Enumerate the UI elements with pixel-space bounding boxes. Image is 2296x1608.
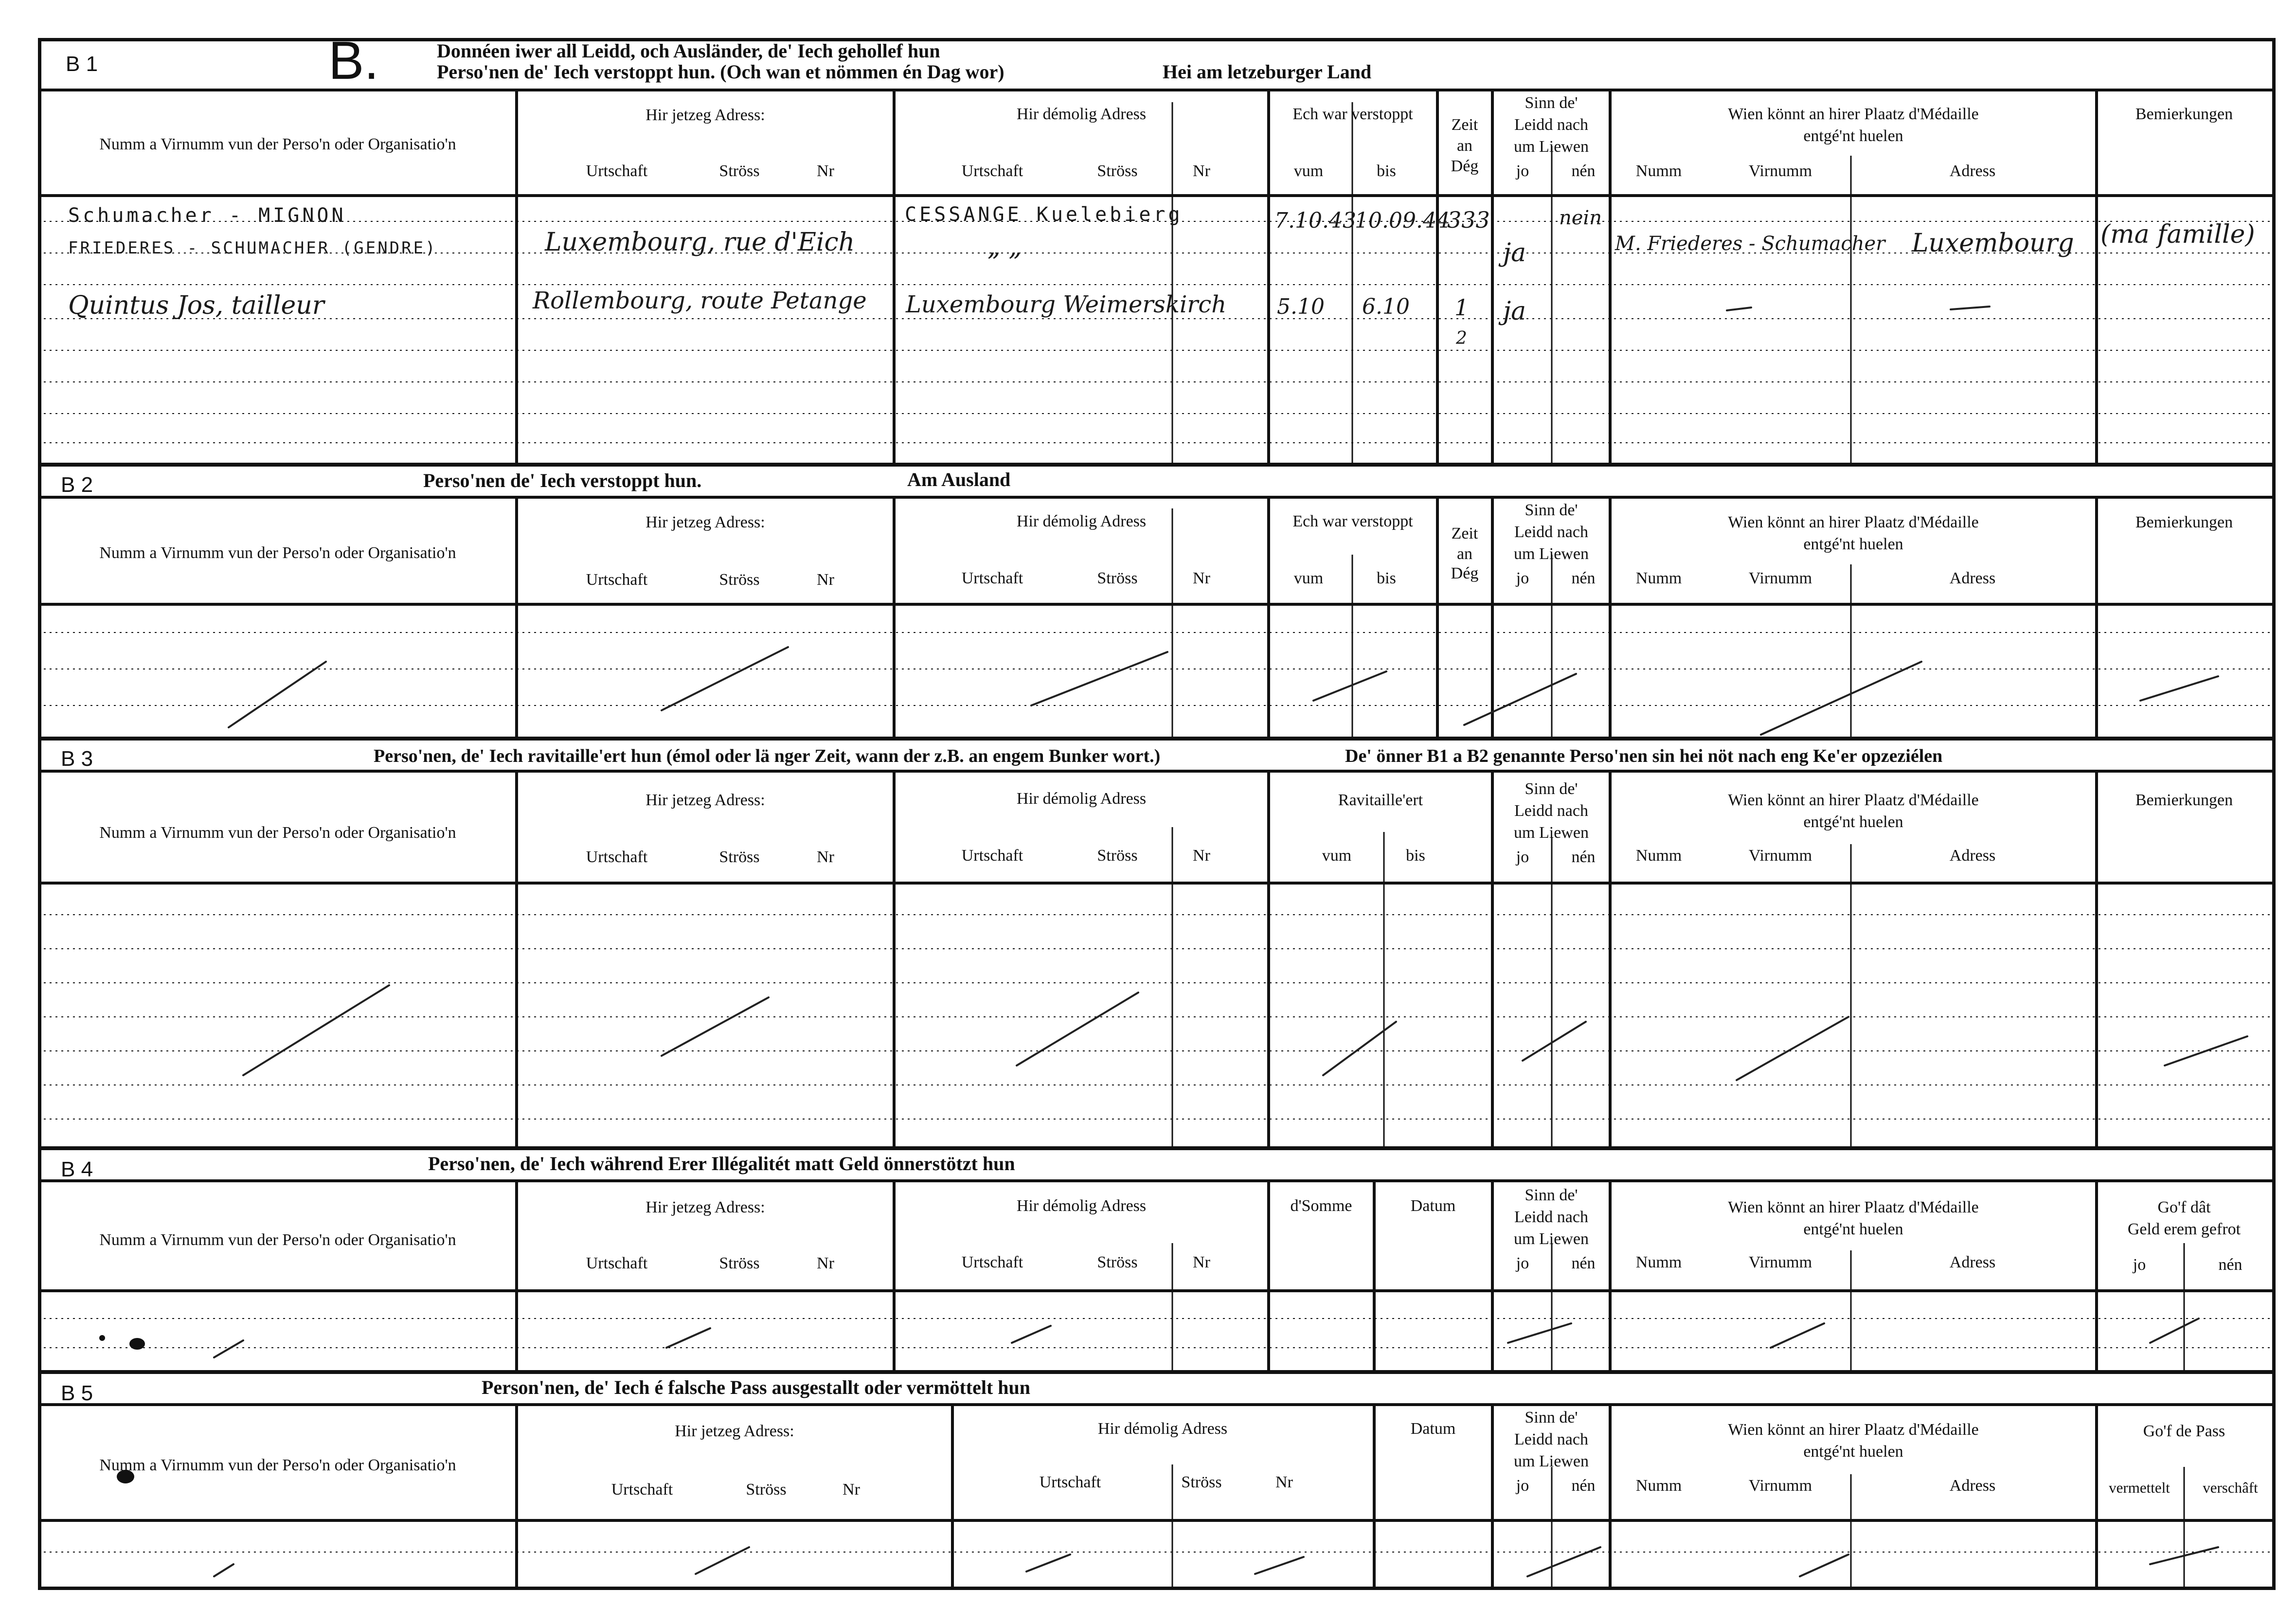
header-stross: Ströss [746,1481,787,1499]
header-bemierkungen: Bemierkungen [2135,513,2233,531]
header-jo: jo [1516,1477,1529,1495]
header-suffered-3: um Liewen [1514,1452,1589,1470]
header-nen: nén [1571,1477,1596,1495]
header-name-col: Numm a Virnumm vun der Perso'n oder Organisatio'n [99,824,456,842]
header-adress: Adress [1949,569,1996,587]
header-medal-2: entgé'nt huelen [1803,1220,1903,1238]
header-urtschaft: Urtschaft [961,569,1023,587]
header-suffered-1: Sinn de' [1525,780,1578,798]
header-former-address: Hir démolig Adress [1016,512,1147,530]
header-nr: Nr [817,1254,834,1272]
section-letter: B. [328,31,379,90]
header-nen: nén [2218,1256,2242,1274]
header-vermettelt: vermettelt [2109,1479,2170,1496]
header-hidden: Ech war verstoppt [1292,105,1413,123]
header-an: an [1456,545,1473,563]
header-current-address: Hir jetzeg Adress: [646,106,765,124]
header-deg: Dég [1451,564,1479,582]
header-an: an [1456,137,1473,155]
header-numm: Numm [1635,847,1682,865]
header-suffered-3: um Liewen [1514,138,1589,156]
ink-blot [129,1338,145,1350]
section-code-b5: B 5 [61,1381,93,1405]
header-adress: Adress [1949,1253,1996,1271]
section-code-b2: B 2 [61,473,93,497]
header-vum: vum [1322,847,1352,865]
header-virnumm: Virnumm [1748,1253,1812,1271]
section-code-b4: B 4 [61,1157,93,1181]
entry-row1-medal-name: M. Friederes - Schumacher [1615,233,1885,255]
header-urtschaft: Urtschaft [586,848,648,866]
header-hidden: Ech war verstoppt [1292,512,1413,530]
entry-row3-bis: 6.10 [1362,294,1410,319]
entry-row3-vum: 5.10 [1277,294,1325,319]
entry-row3-name: Quintus Jos, tailleur [68,291,324,320]
section-title-b1-line1: Donnéen iwer all Leidd, och Ausländer, de' Iech gehollef hun [437,40,940,62]
header-bis: bis [1406,847,1425,865]
header-current-address: Hir jetzeg Adress: [675,1422,794,1440]
header-suffered-1: Sinn de' [1525,94,1578,112]
header-somme: d'Somme [1290,1197,1352,1215]
entry-row1-bis: 10.09.44 [1355,208,1450,233]
header-vum: vum [1293,162,1324,180]
header-medal-2: entgé'nt huelen [1803,535,1903,553]
header-datum: Datum [1410,1420,1456,1438]
header-gof-geld-1: Go'f dât [2157,1198,2211,1216]
header-stross: Ströss [1097,847,1138,865]
entry-row1-remarks: (ma famille) [2100,220,2255,249]
header-numm: Numm [1635,1253,1682,1271]
header-suffered-2: Leidd nach [1514,523,1588,541]
header-stross: Ströss [719,162,760,180]
header-adress: Adress [1949,1477,1996,1495]
header-jo: jo [1516,569,1529,587]
header-stross: Ströss [1097,1253,1138,1271]
section-code-b1: B 1 [66,52,98,76]
header-urtschaft: Urtschaft [586,571,648,589]
entry-row1-days: 333 [1447,207,1490,233]
header-medal-1: Wien könnt an hirer Plaatz d'Médaille [1728,791,1979,809]
header-bemierkungen: Bemierkungen [2135,105,2233,123]
header-current-address: Hir jetzeg Adress: [646,791,765,809]
header-stross: Ströss [719,1254,760,1272]
header-datum: Datum [1410,1197,1456,1215]
header-suffered-3: um Liewen [1514,545,1589,563]
entry-row1-vum: 7.10.43 [1274,208,1356,233]
header-urtschaft: Urtschaft [961,847,1023,865]
header-medal-1: Wien könnt an hirer Plaatz d'Médaille [1728,1198,1979,1216]
header-nr: Nr [1193,847,1210,865]
entry-row1-ja: ja [1503,238,1526,268]
header-name-col: Numm a Virnumm vun der Perso'n oder Organisatio'n [99,544,456,562]
header-jo: jo [1516,848,1529,866]
header-former-address: Hir démolig Adress [1097,1420,1228,1438]
header-vum: vum [1293,569,1324,587]
entry-row3-former-address: Luxembourg Weimerskirch [906,291,1227,318]
header-deg: Dég [1451,157,1479,175]
header-bemierkungen: Bemierkungen [2135,791,2233,809]
header-medal-2: entgé'nt huelen [1803,813,1903,831]
entry-row3-current-address: Rollembourg, route Petange [533,287,867,314]
header-gof-pass: Go'f de Pass [2143,1422,2225,1440]
header-suffered-2: Leidd nach [1514,802,1588,820]
header-numm: Numm [1635,569,1682,587]
header-nr: Nr [1193,162,1210,180]
header-zeit: Zeit [1451,116,1478,134]
header-medal-1: Wien könnt an hirer Plaatz d'Médaille [1728,1421,1979,1439]
header-nr: Nr [1275,1473,1293,1491]
section-title-b2: Perso'nen de' Iech verstoppt hun. [423,470,702,491]
header-virnumm: Virnumm [1748,847,1812,865]
section-title-b1-suffix: Hei am letzeburger Land [1163,61,1372,83]
header-stross: Ströss [719,571,760,589]
section-title-b5: Person'nen, de' Iech é falsche Pass ausgestallt oder vermöttelt hun [482,1376,1031,1398]
entry-row1-former-ditto: „ „ [987,233,1022,262]
header-bis: bis [1377,162,1396,180]
header-stross: Ströss [1097,569,1138,587]
header-urtschaft: Urtschaft [586,1254,648,1272]
section-title-b3-suffix: De' önner B1 a B2 genannte Perso'nen sin hei nöt nach eng Ke'er opzeziélen [1345,746,1943,766]
header-urtschaft: Urtschaft [1039,1473,1101,1491]
entry-row1-former-address: CESSANGE Kuelebierg [905,203,1183,226]
header-suffered-2: Leidd nach [1514,1430,1588,1448]
header-virnumm: Virnumm [1748,162,1812,180]
header-adress: Adress [1949,847,1996,865]
header-urtschaft: Urtschaft [586,162,648,180]
header-suffered-1: Sinn de' [1525,1186,1578,1204]
header-nr: Nr [817,571,834,589]
header-ravitailleert: Ravitaille'ert [1338,791,1423,809]
entry-row1-current-address: Luxembourg, rue d'Eich [545,228,855,257]
header-jo: jo [2133,1256,2146,1274]
header-stross: Ströss [719,848,760,866]
header-medal-1: Wien könnt an hirer Plaatz d'Médaille [1728,105,1979,123]
header-suffered-1: Sinn de' [1525,1409,1578,1427]
section-title-b4: Perso'nen, de' Iech während Erer Illégalitét matt Geld önnerstötzt hun [428,1153,1015,1174]
header-medal-1: Wien könnt an hirer Plaatz d'Médaille [1728,513,1979,531]
header-urtschaft: Urtschaft [611,1481,673,1499]
entry-row1-suffered-no: nein [1559,207,1602,229]
header-medal-2: entgé'nt huelen [1803,127,1903,145]
header-virnumm: Virnumm [1748,569,1812,587]
section-title-b1-line2: Perso'nen de' Iech verstoppt hun. (Och wan et nömmen én Dag wor) [437,61,1004,83]
entry-row3-days-den: 2 [1456,328,1467,348]
header-former-address: Hir démolig Adress [1016,790,1147,808]
header-name-col: Numm a Virnumm vun der Perso'n oder Organisatio'n [99,1456,456,1474]
header-current-address: Hir jetzeg Adress: [646,513,765,531]
header-nr: Nr [817,162,834,180]
header-suffered-2: Leidd nach [1514,116,1588,134]
header-nr: Nr [1193,1253,1210,1271]
header-suffered-1: Sinn de' [1525,501,1578,519]
header-virnumm: Virnumm [1748,1477,1812,1495]
header-zeit: Zeit [1451,524,1478,542]
header-nen: nén [1571,569,1596,587]
header-verschaft: verschâft [2203,1479,2258,1496]
header-suffered-3: um Liewen [1514,824,1589,842]
header-numm: Numm [1635,162,1682,180]
header-bis: bis [1377,569,1396,587]
header-former-address: Hir démolig Adress [1016,1197,1147,1215]
header-gof-geld-2: Geld erem gefrot [2127,1220,2241,1238]
header-nen: nén [1571,162,1596,180]
header-suffered-3: um Liewen [1514,1230,1589,1248]
header-nr: Nr [843,1481,860,1499]
header-former-address: Hir démolig Adress [1016,105,1147,123]
section-title-b3: Perso'nen, de' Iech ravitaille'ert hun (émol oder lä nger Zeit, wann der z.B. an engem Bunker wort.) [374,746,1161,766]
header-nr: Nr [817,848,834,866]
header-nen: nén [1571,1254,1596,1272]
entry-row1-name: Schumacher - MIGNON [68,204,346,227]
section-code-b3: B 3 [61,747,93,771]
header-medal-2: entgé'nt huelen [1803,1443,1903,1461]
entry-row3-ja: ja [1503,297,1526,326]
header-stross: Ströss [1181,1473,1222,1491]
header-jo: jo [1516,162,1529,180]
header-numm: Numm [1635,1477,1682,1495]
header-name-col: Numm a Virnumm vun der Perso'n oder Organisatio'n [99,135,456,153]
header-current-address: Hir jetzeg Adress: [646,1198,765,1216]
header-urtschaft: Urtschaft [961,1253,1023,1271]
section-title-b2-suffix: Am Ausland [907,469,1011,490]
entry-row1-medal-address: Luxembourg [1912,229,2074,258]
header-suffered-2: Leidd nach [1514,1208,1588,1226]
header-adress: Adress [1949,162,1996,180]
entry-row2-name: FRIEDERES - SCHUMACHER (GENDRE) [68,238,437,258]
header-urtschaft: Urtschaft [961,162,1023,180]
entry-row3-days-num: 1 [1454,294,1469,321]
header-name-col: Numm a Virnumm vun der Perso'n oder Organisatio'n [99,1231,456,1249]
header-nen: nén [1571,848,1596,866]
header-jo: jo [1516,1254,1529,1272]
header-nr: Nr [1193,569,1210,587]
header-stross: Ströss [1097,162,1138,180]
